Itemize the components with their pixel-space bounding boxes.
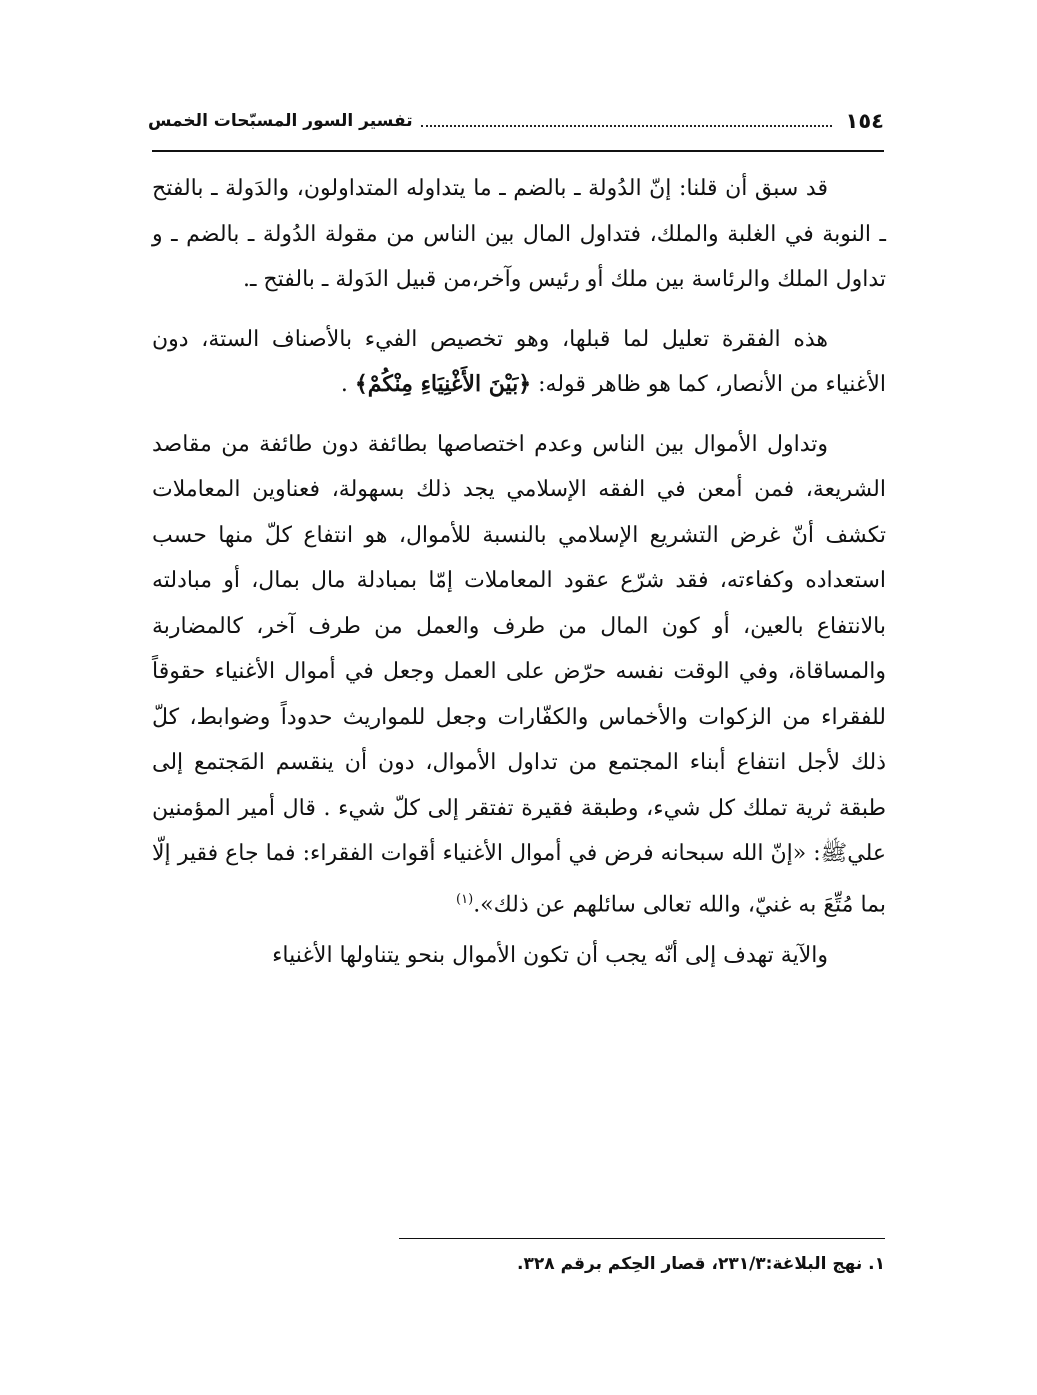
footnote-marker: (١)	[456, 891, 474, 907]
running-title: تفسير السور المسبّحات الخمس	[148, 111, 413, 131]
body-text	[152, 166, 886, 993]
paragraph-2-text: هذه الفقرة تعليل لما قبلها، وهو تخصيص الفيء بالأصناف الستة، دون الأغنياء من الأنصار، كما هو ظاهر قوله:	[152, 326, 886, 397]
page-header	[148, 104, 884, 138]
dotted-leader	[421, 125, 832, 127]
paragraph-3-text: وتداول الأموال بين الناس وعدم اختصاصها بطائفة دون طائفة من مقاصد الشريعة، فمن أمعن في الفقه الإسلامي يجد ذلك بسهولة، فعناوين المعاملات تكشف أنّ غرض التشريع الإسلامي بالنسبة للأموال، هو انتفاع كلّ منها حسب استعداده وكفاءته، فقد شرّع عقود المعاملات إمّا بمبادلة مال بمال، أو مبادلته بالانتفاع بالعين، أو كون المال من طرف والعمل من طرف آخر، كالمضاربة والمساقاة، وفي الوقت نفسه حرّض على العمل وجعل في أموال الأغنياء حقوقاً للفقراء من الزكوات والأخماس والكفّارات وجعل للمواريث حدوداً وضوابط، كلّ ذلك لأجل انتفاع أبناء المجتمع من تداول الأموال، دون أن ينقسم المَجتمع إلى طبقة ثرية تملك كل شيء، وطبقة فقيرة تفتقر إلى كلّ شيء . قال أمير المؤمنين علي‏ﷺ: «إنّ الله سبحانه فرض في أموال الأغنياء أقوات الفقراء: فما جاع فقير إلّا بما مُتِّعَ به غنيّ، والله تعالى سائلهم عن ذلك».	[152, 431, 886, 917]
header-rule	[152, 150, 884, 152]
paragraph-2-end: .	[340, 372, 355, 397]
quran-quote: ﴿بَيْنَ الأَغْنِيَاءِ مِنْكُمْ﴾	[354, 371, 532, 397]
paragraph-2	[152, 317, 886, 408]
paragraph-1: قد سبق أن قلنا: إنّ الدُولة ـ بالضم ـ ما يتداوله المتداولون، والدَولة ـ بالفتح ـ النوبة في الغلبة والملك، فتداول المال بين الناس من مقولة الدُولة ـ بالضم ـ و تداول الملك والرئاسة بين ملك أو رئيس وآخر،من قبيل الدَولة ـ بالفتح ـ.	[152, 176, 886, 292]
footnote-rule	[399, 1238, 885, 1239]
paragraph-3	[152, 422, 886, 928]
paragraph-4: والآية تهدف إلى أنّه يجب أن تكون الأموال بنحو يتناولها الأغنياء	[272, 943, 828, 969]
page-number: ١٥٤	[845, 109, 884, 133]
footnote: ١. نهج البلاغة:٢٣١/٣، قصار الحِكم برقم ٣٢٨.	[517, 1254, 885, 1274]
